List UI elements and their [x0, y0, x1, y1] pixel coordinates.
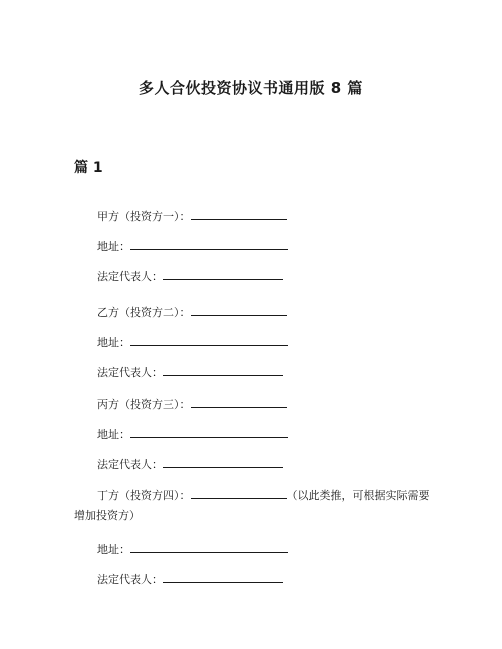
- party-c-address-label: 地址：: [97, 428, 130, 441]
- party-c-address-line: [97, 426, 288, 443]
- party-b-label: 乙方（投资方二）：: [97, 306, 191, 319]
- party-a-address-blank: [130, 238, 288, 250]
- party-c-address-blank: [130, 426, 288, 438]
- party-b-address-line: [97, 334, 288, 351]
- party-a-label: 甲方（投资方一）：: [97, 210, 191, 223]
- party-d-address-blank: [130, 541, 288, 553]
- party-b-address-label: 地址：: [97, 336, 130, 349]
- party-b-rep-label: 法定代表人：: [97, 366, 163, 379]
- party-c-line: [97, 396, 287, 413]
- party-c-rep-blank: [163, 456, 283, 468]
- party-b-rep-blank: [163, 364, 283, 376]
- party-c-label: 丙方（投资方三）：: [97, 398, 191, 411]
- party-b-rep-line: [97, 364, 283, 381]
- party-d-note: （以此类推，可根据实际需要增加投资方）: [74, 489, 430, 522]
- party-a-address-line: [97, 238, 288, 255]
- document-title: 多人合伙投资协议书通用版 8 篇: [139, 79, 363, 97]
- party-d-blank: [191, 487, 287, 499]
- party-b-blank: [191, 304, 287, 316]
- party-b-line: [97, 304, 287, 321]
- party-a-rep-blank: [163, 268, 283, 280]
- party-d-label: 丁方（投资方四）：: [97, 489, 191, 502]
- party-d-address-label: 地址：: [97, 543, 130, 556]
- party-a-rep-label: 法定代表人：: [97, 270, 163, 283]
- party-d-paragraph: [74, 486, 434, 526]
- party-a-blank: [191, 208, 287, 220]
- party-d-rep-blank: [163, 571, 283, 583]
- party-c-blank: [191, 396, 287, 408]
- party-a-rep-line: [97, 268, 283, 285]
- party-b-address-blank: [130, 334, 288, 346]
- party-c-rep-line: [97, 456, 283, 473]
- party-a-line: [97, 208, 287, 225]
- section-heading: 篇 1: [74, 160, 103, 176]
- party-a-address-label: 地址：: [97, 240, 130, 253]
- party-d-rep-label: 法定代表人：: [97, 573, 163, 586]
- party-d-rep-line: [97, 571, 283, 588]
- party-c-rep-label: 法定代表人：: [97, 458, 163, 471]
- party-d-address-line: [97, 541, 288, 558]
